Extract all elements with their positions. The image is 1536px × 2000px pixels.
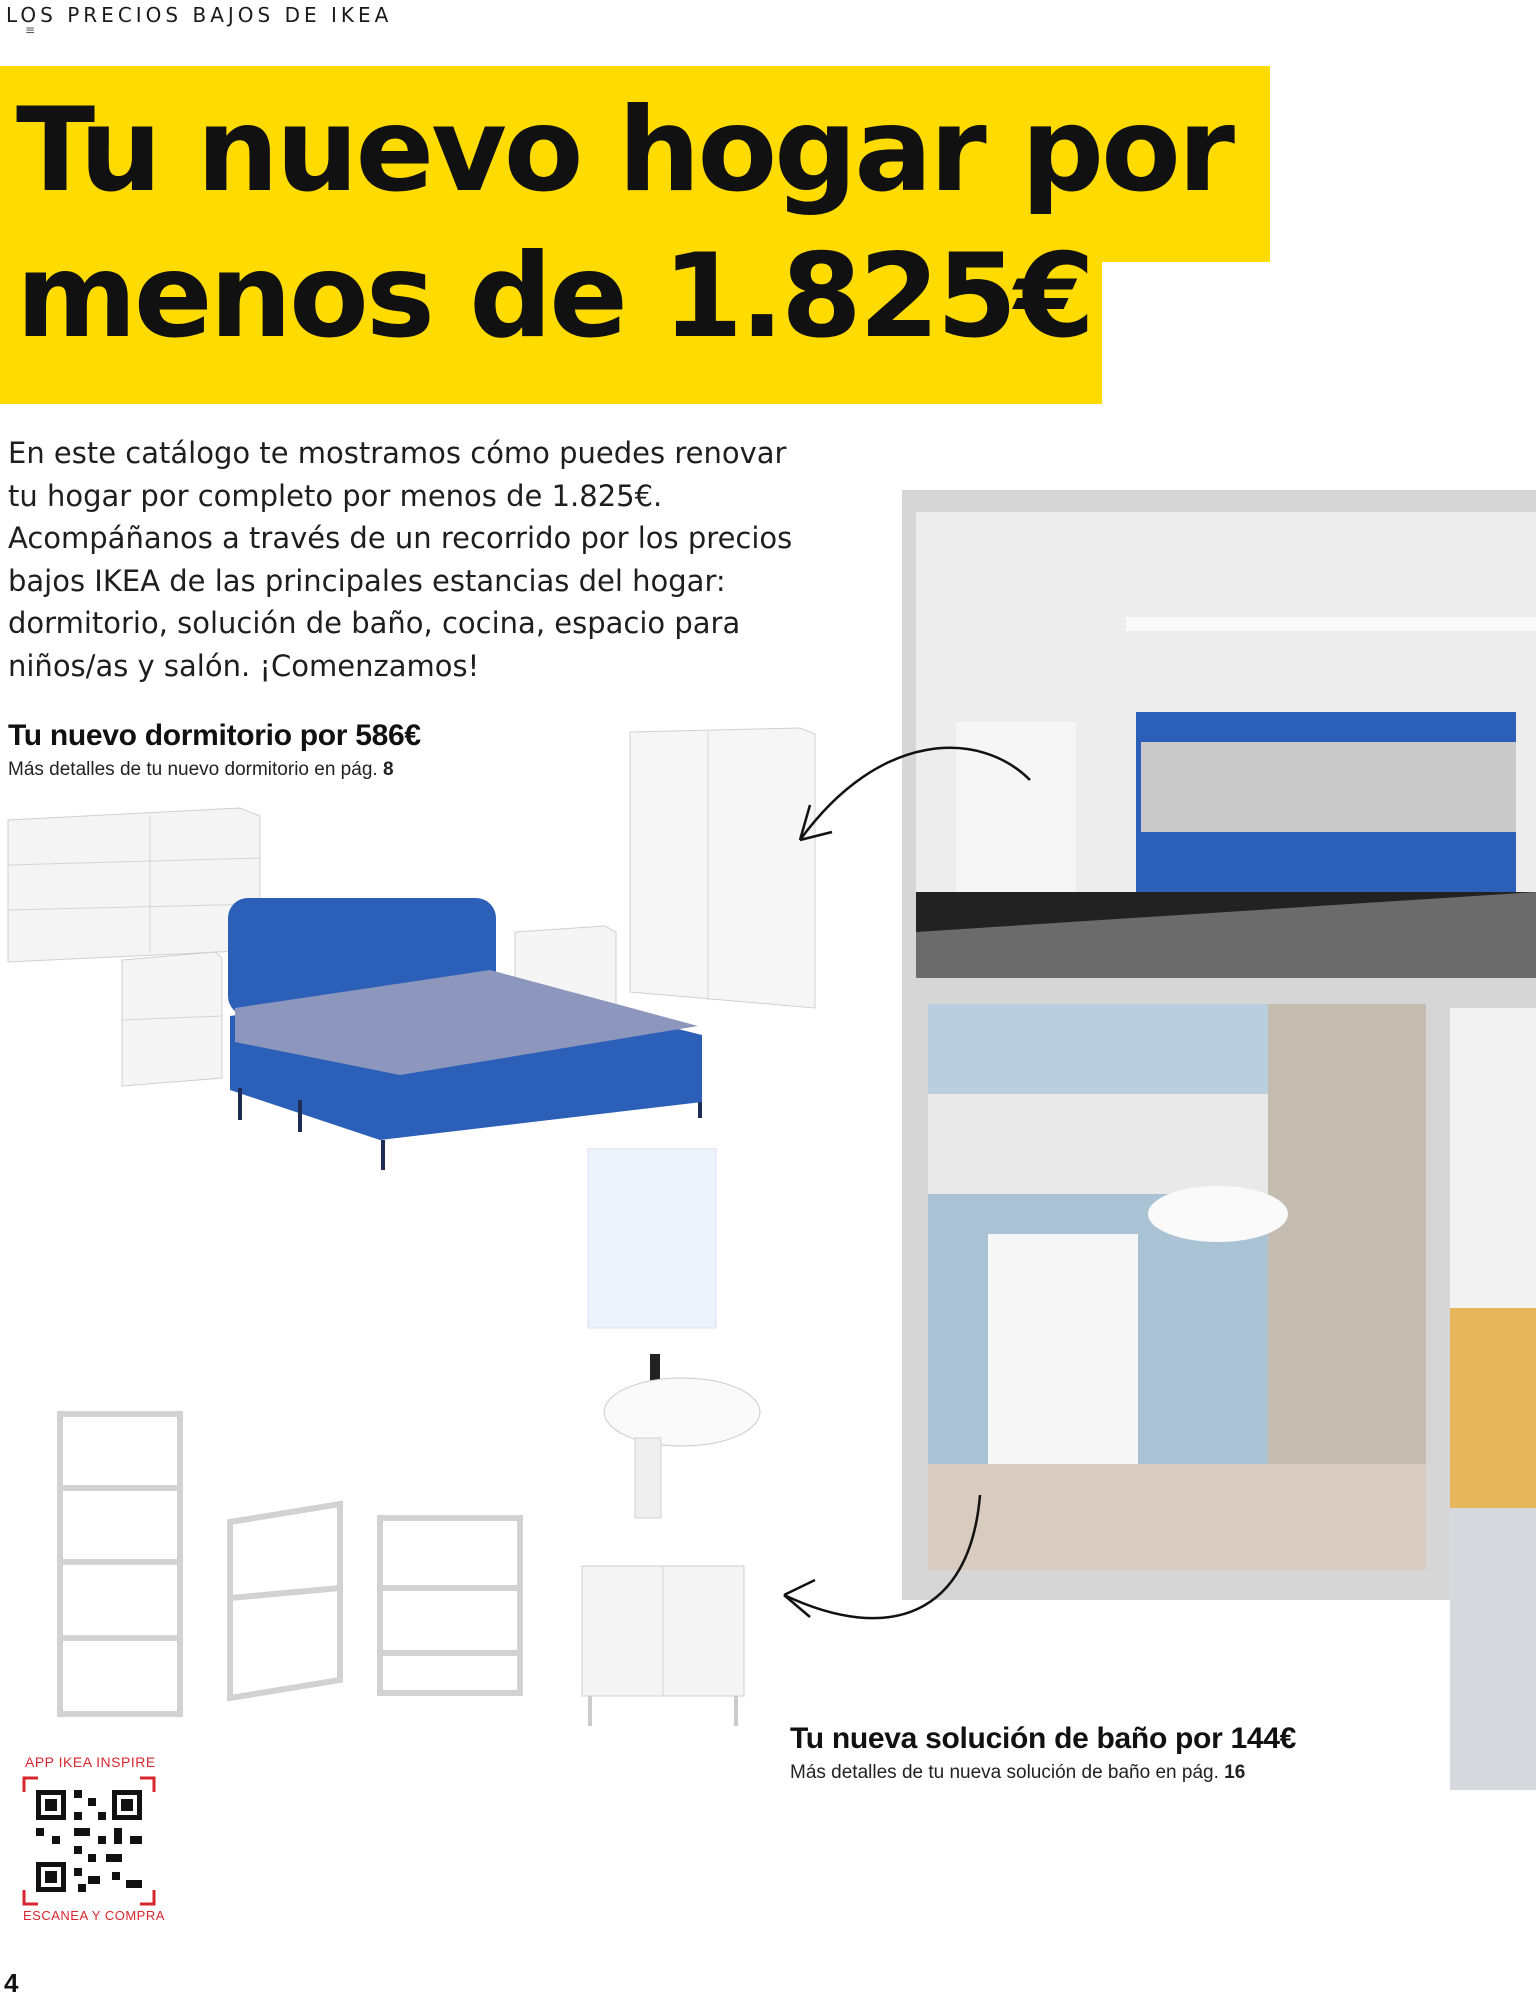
corner-shelf-image [230,1504,340,1698]
bathroom-arrow-icon [770,1495,1010,1655]
bedroom-products-image [0,720,830,1170]
qr-top-label: APP IKEA INSPIRE [25,1754,156,1770]
intro-paragraph: En este catálogo te mostramos cómo puedes renovar tu hogar por completo por menos de 1.825€. Acompáñanos a través de un recorrido por los precios bajos IKEA de las principales estancias del hogar: dormitorio, solución de baño, cocina, espacio para niños/as y salón. ¡Comenzamos! [8,436,793,683]
qr-code-icon[interactable] [22,1776,156,1906]
tall-shelf-image [60,1414,180,1714]
bedroom-detail-page: 8 [382,759,394,780]
bathroom-products-image [50,1148,770,1728]
hero-title-line-1: Tu nuevo hogar por [16,83,1232,218]
kitchen-photo [1450,1008,1536,1790]
nightstand-left-image [122,952,222,1086]
hero-title-line-2: menos de 1.825€ [16,229,1092,364]
partial-room-image [1450,1008,1536,1790]
qr-bottom-label: ESCANEA Y COMPRA [23,1908,165,1923]
bedroom-promo-title: Tu nuevo dormitorio por 586€ [8,719,421,752]
bathroom-detail-text: Más detalles de tu nueva solución de baño en pág. [790,1762,1219,1783]
sink-cabinet-image [582,1566,744,1726]
washbasin-image [604,1354,760,1518]
section-kicker: LOS PRECIOS BAJOS DE IKEA [6,3,393,27]
hero-title [16,78,1276,370]
bathroom-promo-title: Tu nueva solución de baño por 144€ [790,1722,1297,1755]
bathroom-detail-page: 16 [1224,1762,1246,1783]
page-number: 4 [4,1968,19,1998]
bathroom-photo [928,1004,1426,1570]
trolley-image [380,1518,520,1693]
bedroom-detail-text: Más detalles de tu nuevo dormitorio en pág. [8,759,378,780]
bathroom-scene-image [928,1004,1426,1570]
mirror-image [588,1148,716,1328]
bedroom-arrow-icon [780,740,1040,860]
bathroom-promo-detail [790,1762,1245,1784]
dresser-image [8,808,260,962]
menu-mark-icon: ≡ [25,23,36,37]
